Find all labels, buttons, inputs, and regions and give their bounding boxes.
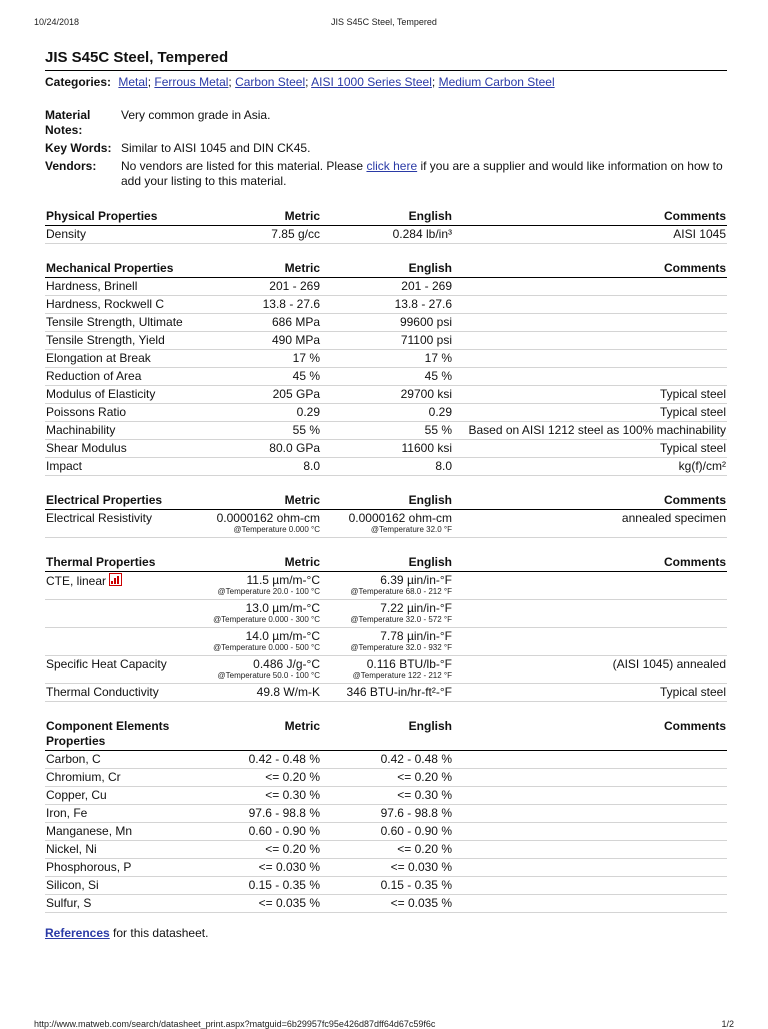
comment-cell: Based on AISI 1212 steel as 100% machinability — [453, 422, 727, 440]
comment-cell: Typical steel — [453, 404, 727, 422]
metric-value-cell — [195, 440, 321, 458]
metric-value-cell — [195, 404, 321, 422]
property-name: Thermal Conductivity — [46, 685, 159, 699]
key-words-value: Similar to AISI 1045 and DIN CK45. — [121, 141, 311, 155]
property-name-cell — [45, 769, 195, 787]
metric-condition: @Temperature 0.000 - 500 °C — [213, 643, 320, 652]
metric-value-cell — [195, 422, 321, 440]
material-info — [45, 108, 727, 189]
comment-cell — [453, 787, 727, 805]
property-name-cell — [45, 823, 195, 841]
property-name-cell — [45, 656, 195, 684]
property-name: Hardness, Rockwell C — [46, 297, 165, 311]
english-value-cell — [321, 572, 453, 600]
comment-cell — [453, 859, 727, 877]
metric-value: 8.0 — [303, 459, 320, 473]
property-row — [45, 386, 727, 404]
property-name-cell — [45, 895, 195, 913]
graph-bar — [114, 578, 116, 584]
english-value-cell — [321, 458, 453, 476]
property-name-cell — [45, 440, 195, 458]
page-number: 1/2 — [721, 1019, 734, 1029]
english-value: 7.78 µin/in-°F — [380, 629, 452, 643]
metric-value-cell — [195, 350, 321, 368]
comment-cell — [453, 628, 727, 656]
metric-value-cell — [195, 278, 321, 296]
metric-value-cell — [195, 368, 321, 386]
english-value: 201 - 269 — [401, 279, 452, 293]
property-name-cell — [45, 628, 195, 656]
categories: Categories: Metal; Ferrous Metal; Carbon Steel; AISI 1000 Series Steel; Medium Carbon Steel — [45, 75, 555, 89]
english-value-cell — [321, 769, 453, 787]
metric-value: 17 % — [292, 351, 320, 365]
comment-cell — [453, 350, 727, 368]
english-value-cell — [321, 787, 453, 805]
metric-value-cell — [195, 895, 321, 913]
comment-cell — [453, 805, 727, 823]
property-name: Sulfur, S — [46, 896, 92, 910]
english-value: 45 % — [424, 369, 452, 383]
comment-cell — [453, 332, 727, 350]
metric-value: 0.0000162 ohm-cm — [216, 511, 320, 525]
property-name: Iron, Fe — [46, 806, 88, 820]
metric-value-cell — [195, 510, 321, 538]
english-condition: @Temperature 32.0 - 572 °F — [350, 615, 452, 624]
english-value-cell — [321, 656, 453, 684]
property-name: Tensile Strength, Yield — [46, 333, 165, 347]
comment-cell: AISI 1045 — [453, 226, 727, 244]
metric-value: 13.0 µm/m-°C — [245, 601, 320, 615]
references-link[interactable]: References — [45, 926, 110, 940]
property-name-cell — [45, 332, 195, 350]
metric-column-header: Metric — [195, 555, 321, 572]
comments-column-header: Comments — [453, 261, 727, 278]
property-name: Copper, Cu — [46, 788, 107, 802]
references-line — [45, 926, 727, 941]
metric-condition: @Temperature 20.0 - 100 °C — [217, 587, 320, 596]
metric-value-cell — [195, 386, 321, 404]
comment-cell — [453, 769, 727, 787]
property-row — [45, 404, 727, 422]
comment-cell — [453, 877, 727, 895]
english-value: <= 0.030 % — [390, 860, 452, 874]
metric-value: 0.60 - 0.90 % — [248, 824, 320, 838]
comment-cell — [453, 296, 727, 314]
metric-value: 97.6 - 98.8 % — [248, 806, 320, 820]
metric-value: 0.486 J/g-°C — [253, 657, 320, 671]
metric-value-cell — [195, 226, 321, 244]
english-value-cell — [321, 510, 453, 538]
comment-cell: annealed specimen — [453, 510, 727, 538]
property-row — [45, 368, 727, 386]
english-value: 99600 psi — [399, 315, 452, 329]
property-name-cell — [45, 458, 195, 476]
property-row — [45, 458, 727, 476]
english-value: 0.60 - 0.90 % — [380, 824, 452, 838]
metric-column-header: Metric — [195, 719, 321, 751]
comment-cell — [453, 600, 727, 628]
metric-value-cell — [195, 656, 321, 684]
property-row — [45, 787, 727, 805]
english-value-cell — [321, 386, 453, 404]
key-words-label: Key Words: — [45, 141, 112, 155]
properties-table — [45, 209, 727, 913]
property-name-cell — [45, 787, 195, 805]
metric-value-cell — [195, 823, 321, 841]
vendors-value — [121, 159, 727, 189]
metric-value-cell — [195, 332, 321, 350]
property-row — [45, 805, 727, 823]
metric-value-cell — [195, 841, 321, 859]
metric-value: <= 0.20 % — [265, 842, 320, 856]
comment-cell — [453, 751, 727, 769]
metric-column-header: Metric — [195, 261, 321, 278]
property-row — [45, 510, 727, 538]
print-url: http://www.matweb.com/search/datasheet_print.aspx?matguid=6b29957fc95e426d87dff64d67c59f6c — [34, 1019, 436, 1029]
english-value: <= 0.20 % — [397, 770, 452, 784]
section-heading: Electrical Properties — [45, 493, 195, 510]
bar-graph-icon[interactable] — [109, 573, 122, 586]
property-name: Hardness, Brinell — [46, 279, 138, 293]
comment-cell — [453, 314, 727, 332]
english-value-cell — [321, 895, 453, 913]
comment-cell — [453, 841, 727, 859]
property-name-cell — [45, 877, 195, 895]
property-name-cell — [45, 572, 195, 600]
property-row — [45, 751, 727, 769]
metric-value: 55 % — [292, 423, 320, 437]
english-value: 29700 ksi — [400, 387, 452, 401]
english-value-cell — [321, 332, 453, 350]
property-name: Specific Heat Capacity — [46, 657, 167, 671]
english-value: 0.0000162 ohm-cm — [348, 511, 452, 525]
english-column-header: English — [321, 493, 453, 510]
section-header-row — [45, 493, 727, 510]
metric-condition: @Temperature 50.0 - 100 °C — [217, 671, 320, 680]
property-name: Phosphorous, P — [46, 860, 132, 874]
spacer-cell — [45, 476, 727, 494]
property-row — [45, 877, 727, 895]
category-link-ferrous-metal[interactable]: Ferrous Metal — [154, 75, 229, 89]
property-row — [45, 600, 727, 628]
metric-value-cell — [195, 684, 321, 702]
property-name-cell — [45, 751, 195, 769]
property-name-cell — [45, 600, 195, 628]
category-link-carbon-steel[interactable]: Carbon Steel — [235, 75, 306, 89]
english-value: 0.42 - 0.48 % — [380, 752, 452, 766]
english-value-cell — [321, 628, 453, 656]
property-name-cell — [45, 278, 195, 296]
metric-value: <= 0.30 % — [265, 788, 320, 802]
property-name-cell — [45, 684, 195, 702]
vendors-label: Vendors: — [45, 159, 97, 173]
metric-value-cell — [195, 751, 321, 769]
property-name: Reduction of Area — [46, 369, 142, 383]
english-value: 17 % — [424, 351, 452, 365]
property-name-cell — [45, 296, 195, 314]
english-value-cell — [321, 751, 453, 769]
english-column-header: English — [321, 555, 453, 572]
english-value-cell — [321, 278, 453, 296]
material-title: JIS S45C Steel, Tempered — [45, 48, 727, 71]
property-name-cell — [45, 350, 195, 368]
metric-value: 11.5 µm/m-°C — [246, 573, 320, 587]
english-condition: @Temperature 32.0 - 932 °F — [350, 643, 452, 652]
property-row — [45, 823, 727, 841]
english-value: <= 0.20 % — [397, 842, 452, 856]
comments-column-header: Comments — [453, 209, 727, 226]
english-value: 0.116 BTU/lb-°F — [366, 657, 452, 671]
property-name: Tensile Strength, Ultimate — [46, 315, 183, 329]
section-header-row — [45, 209, 727, 226]
metric-value: 490 MPa — [271, 333, 320, 347]
english-value-cell — [321, 314, 453, 332]
english-condition: @Temperature 68.0 - 212 °F — [350, 587, 452, 596]
categories-label: Categories: — [45, 75, 112, 89]
metric-value: 201 - 269 — [269, 279, 320, 293]
graph-bar — [111, 581, 113, 584]
spacer-cell — [45, 244, 727, 262]
english-value-cell — [321, 350, 453, 368]
metric-value-cell — [195, 458, 321, 476]
property-row — [45, 332, 727, 350]
metric-value: 14.0 µm/m-°C — [245, 629, 320, 643]
section-heading: Physical Properties — [45, 209, 195, 226]
metric-value: 686 MPa — [271, 315, 320, 329]
property-name: Modulus of Elasticity — [46, 387, 156, 401]
section-spacer — [45, 244, 727, 262]
metric-value: 205 GPa — [272, 387, 320, 401]
section-spacer — [45, 476, 727, 494]
english-value: 55 % — [424, 423, 452, 437]
property-name: Impact — [46, 459, 83, 473]
vendors-text: No vendors are listed for this material. Please — [121, 159, 367, 173]
english-value-cell — [321, 296, 453, 314]
comments-column-header: Comments — [453, 719, 727, 751]
property-row — [45, 656, 727, 684]
english-value-cell — [321, 226, 453, 244]
property-name: Nickel, Ni — [46, 842, 97, 856]
english-column-header: English — [321, 261, 453, 278]
english-value: 6.39 µin/in-°F — [380, 573, 452, 587]
metric-value-cell — [195, 877, 321, 895]
property-name: Chromium, Cr — [46, 770, 121, 784]
english-value: 346 BTU-in/hr-ft²-°F — [346, 685, 452, 699]
metric-value: 45 % — [292, 369, 320, 383]
metric-condition: @Temperature 0.000 - 300 °C — [213, 615, 320, 624]
metric-value-cell — [195, 314, 321, 332]
section-header-row — [45, 555, 727, 572]
comment-cell: (AISI 1045) annealed — [453, 656, 727, 684]
metric-value-cell — [195, 805, 321, 823]
english-column-header: English — [321, 719, 453, 751]
english-value-cell — [321, 841, 453, 859]
metric-value-cell — [195, 787, 321, 805]
english-value: <= 0.035 % — [390, 896, 452, 910]
property-row — [45, 440, 727, 458]
comments-column-header: Comments — [453, 555, 727, 572]
section-spacer — [45, 702, 727, 720]
metric-value: <= 0.035 % — [258, 896, 320, 910]
comments-column-header: Comments — [453, 493, 727, 510]
property-row — [45, 841, 727, 859]
metric-value: 7.85 g/cc — [271, 227, 320, 241]
property-row — [45, 314, 727, 332]
english-value: 0.15 - 0.35 % — [380, 878, 452, 892]
metric-value: <= 0.030 % — [258, 860, 320, 874]
english-value-cell — [321, 440, 453, 458]
section-heading: Component Elements Properties — [45, 719, 195, 751]
property-name-cell — [45, 368, 195, 386]
references-text: for this datasheet. — [109, 926, 209, 940]
property-row — [45, 628, 727, 656]
comment-cell — [453, 823, 727, 841]
comment-cell: Typical steel — [453, 386, 727, 404]
property-name-cell — [45, 314, 195, 332]
metric-value: 80.0 GPa — [269, 441, 320, 455]
property-name: Manganese, Mn — [46, 824, 133, 838]
english-condition: @Temperature 32.0 °F — [370, 525, 452, 534]
english-value: 7.22 µin/in-°F — [380, 601, 452, 615]
property-name-cell — [45, 841, 195, 859]
comment-cell — [453, 572, 727, 600]
property-name-cell — [45, 422, 195, 440]
category-link-metal[interactable]: Metal — [118, 75, 148, 89]
category-link-medium-carbon-steel[interactable]: Medium Carbon Steel — [438, 75, 555, 89]
metric-condition: @Temperature 0.000 °C — [233, 525, 320, 534]
comment-cell — [453, 895, 727, 913]
spacer-cell — [45, 702, 727, 720]
print-date: 10/24/2018 — [34, 17, 80, 27]
english-value-cell — [321, 368, 453, 386]
property-name-cell — [45, 226, 195, 244]
english-value-cell — [321, 600, 453, 628]
property-name: Poissons Ratio — [46, 405, 127, 419]
property-name: Density — [46, 227, 87, 241]
property-name-cell — [45, 404, 195, 422]
metric-value-cell — [195, 572, 321, 600]
english-value: 0.284 lb/in³ — [392, 227, 452, 241]
metric-value-cell — [195, 296, 321, 314]
property-name: Shear Modulus — [46, 441, 127, 455]
english-value: 13.8 - 27.6 — [394, 297, 452, 311]
metric-value-cell — [195, 769, 321, 787]
property-name: Electrical Resistivity — [46, 511, 153, 525]
english-value-cell — [321, 877, 453, 895]
metric-value-cell — [195, 628, 321, 656]
property-row — [45, 350, 727, 368]
comment-cell — [453, 368, 727, 386]
property-name: Carbon, C — [46, 752, 101, 766]
metric-value: <= 0.20 % — [265, 770, 320, 784]
english-value: 0.29 — [428, 405, 452, 419]
english-value-cell — [321, 422, 453, 440]
property-name: CTE, linear — [46, 574, 107, 588]
property-name: Elongation at Break — [46, 351, 151, 365]
english-value-cell — [321, 859, 453, 877]
property-name-cell — [45, 805, 195, 823]
print-header — [34, 17, 734, 31]
section-header-row — [45, 261, 727, 278]
spacer-cell — [45, 538, 727, 556]
metric-value-cell — [195, 859, 321, 877]
property-row — [45, 226, 727, 244]
english-value-cell — [321, 805, 453, 823]
english-condition: @Temperature 122 - 212 °F — [352, 671, 452, 680]
property-name-cell — [45, 859, 195, 877]
property-row — [45, 895, 727, 913]
english-value-cell — [321, 404, 453, 422]
section-header-row — [45, 719, 727, 751]
english-column-header: English — [321, 209, 453, 226]
property-row — [45, 769, 727, 787]
metric-value: 49.8 W/m-K — [256, 685, 320, 699]
english-value: 8.0 — [435, 459, 452, 473]
english-value: <= 0.30 % — [397, 788, 452, 802]
print-title: JIS S45C Steel, Tempered — [331, 17, 437, 27]
section-heading: Thermal Properties — [45, 555, 195, 572]
material-notes-label: Material Notes: — [45, 108, 91, 137]
vendor-click-here-link[interactable]: click here — [366, 159, 418, 173]
vendors-text-end: if you are a supplier and would like information on how to add your listing to this material. — [121, 159, 723, 188]
metric-column-header: Metric — [195, 209, 321, 226]
property-row — [45, 684, 727, 702]
metric-value-cell — [195, 600, 321, 628]
english-value: 11600 ksi — [401, 441, 452, 455]
section-spacer — [45, 538, 727, 556]
comment-cell: Typical steel — [453, 440, 727, 458]
category-link-aisi-1000-series[interactable]: AISI 1000 Series Steel — [311, 75, 432, 89]
comment-cell — [453, 278, 727, 296]
metric-value: 13.8 - 27.6 — [262, 297, 320, 311]
material-notes-value: Very common grade in Asia. — [121, 108, 271, 122]
comment-cell: Typical steel — [453, 684, 727, 702]
english-value: 71100 psi — [400, 333, 452, 347]
property-name-cell — [45, 510, 195, 538]
english-value-cell — [321, 684, 453, 702]
metric-column-header: Metric — [195, 493, 321, 510]
property-row — [45, 859, 727, 877]
section-heading: Mechanical Properties — [45, 261, 195, 278]
property-row — [45, 572, 727, 600]
metric-value: 0.15 - 0.35 % — [248, 878, 320, 892]
english-value: 97.6 - 98.8 % — [380, 806, 452, 820]
property-row — [45, 278, 727, 296]
property-name-cell — [45, 386, 195, 404]
property-name: Machinability — [46, 423, 116, 437]
english-value-cell — [321, 823, 453, 841]
comment-cell: kg(f)/cm² — [453, 458, 727, 476]
property-name: Silicon, Si — [46, 878, 99, 892]
metric-value: 0.42 - 0.48 % — [248, 752, 320, 766]
datasheet — [45, 48, 727, 941]
property-row — [45, 422, 727, 440]
property-row — [45, 296, 727, 314]
metric-value: 0.29 — [296, 405, 320, 419]
graph-bar — [117, 576, 119, 584]
